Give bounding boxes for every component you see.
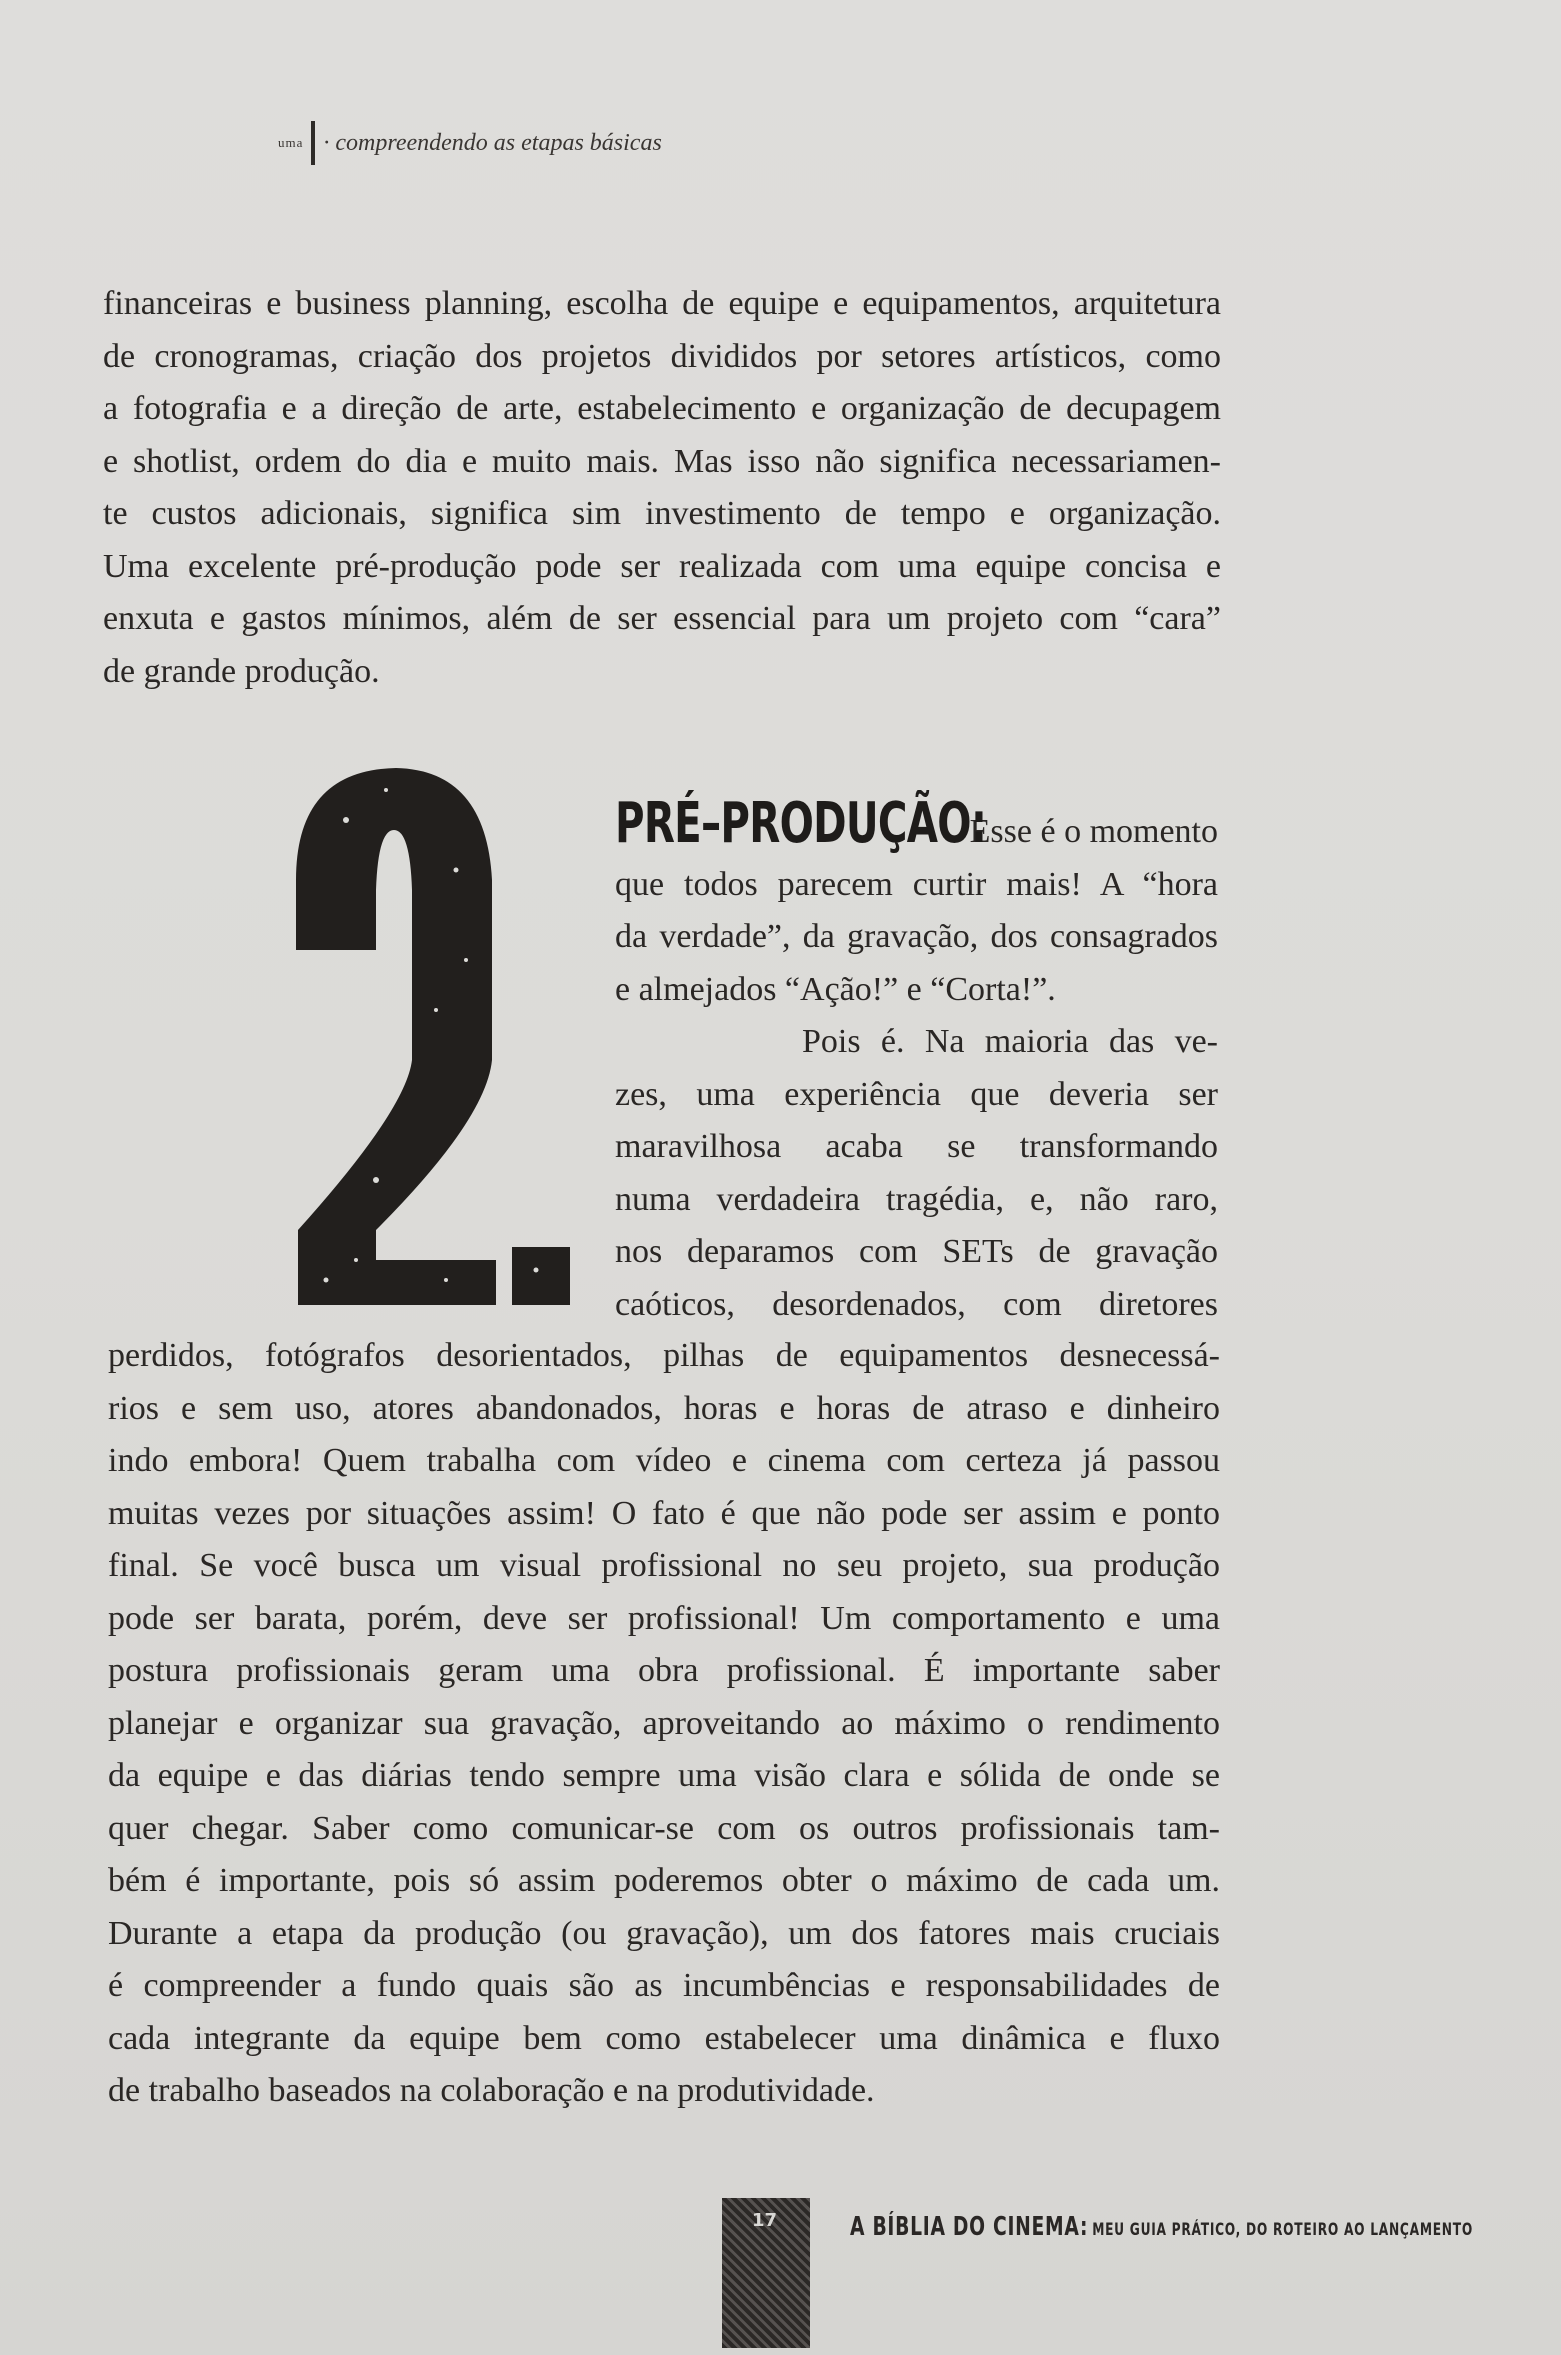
paragraph-bottom xyxy=(108,1330,1220,2118)
text-line: Esse é o momento xyxy=(969,813,1218,850)
text-line: da verdade”, da gravação, dos consagrados xyxy=(615,918,1218,955)
text-line: enxuta e gastos mínimos, além de ser essencial para um projeto com “cara” xyxy=(103,600,1221,637)
text-line: bém é importante, pois só assim poderemos obter o máximo de cada um. xyxy=(108,1862,1220,1899)
text-line: muitas vezes por situações assim! O fato é que não pode ser assim e ponto xyxy=(108,1494,1220,1532)
text-line: cada integrante da equipe bem como estabelecer uma dinâmica e fluxo xyxy=(108,2019,1220,2057)
text-line: pode ser barata, porém, deve ser profissional! Um comportamento e uma xyxy=(108,1599,1220,1637)
text-line: é compreender a fundo quais são as incumbências e responsabilidades de xyxy=(108,1967,1220,2004)
text-line: final. Se você busca um visual profissional no seu projeto, sua produção xyxy=(108,1547,1220,1584)
text-line: Pois é. Na maioria das ve- xyxy=(802,1023,1218,1060)
section-number-graphic xyxy=(286,760,586,1330)
text-line: de cronogramas, criação dos projetos divididos por setores artísticos, como xyxy=(103,337,1221,375)
text-line: planejar e organizar sua gravação, aproveitando ao máximo o rendimento xyxy=(108,1704,1220,1742)
book-title-runner xyxy=(850,2212,1473,2242)
text-line: e almejados “Ação!” e “Corta!”. xyxy=(615,970,1056,1008)
text-line: Durante a etapa da produção (ou gravação), um dos fatores mais cruciais xyxy=(108,1914,1220,1952)
text-line: a fotografia e a direção de arte, estabelecimento e organização de decupagem xyxy=(103,390,1221,427)
paragraph-top xyxy=(103,278,1221,698)
text-line: perdidos, fotógrafos desorientados, pilhas de equipamentos desnecessá- xyxy=(108,1337,1220,1374)
page-footer xyxy=(722,2198,1473,2348)
text-line: rios e sem uso, atores abandonados, horas e horas de atraso e dinheiro xyxy=(108,1389,1220,1427)
text-line: quer chegar. Saber como comunicar-se com os outros profissionais tam- xyxy=(108,1809,1220,1847)
text-line: nos deparamos com SETs de gravação xyxy=(615,1233,1218,1270)
text-line: maravilhosa acaba se transformando xyxy=(615,1128,1218,1165)
text-line: zes, uma experiência que deveria ser xyxy=(615,1075,1218,1113)
chapter-label: uma xyxy=(278,135,304,150)
text-line: que todos parecem curtir mais! A “hora xyxy=(615,865,1218,903)
text-line: da equipe e das diárias tendo sempre uma visão clara e sólida de onde se xyxy=(108,1757,1220,1794)
text-line: te custos adicionais, significa sim investimento de tempo e organização. xyxy=(103,495,1221,532)
text-line: indo embora! Quem trabalha com vídeo e cinema com certeza já passou xyxy=(108,1442,1220,1479)
text-line: e shotlist, ordem do dia e muito mais. Mas isso não significa necessariamen- xyxy=(103,442,1221,480)
text-line: numa verdadeira tragédia, e, não raro, xyxy=(615,1180,1218,1218)
side-column xyxy=(615,791,1218,1331)
section-title: PRÉ–PRODUÇÃO: xyxy=(615,791,987,856)
section-heading-line xyxy=(615,791,1218,859)
header-divider xyxy=(311,121,315,165)
running-title: · compreendendo as etapas básicas xyxy=(323,129,662,156)
text-line: financeiras e business planning, escolha de equipe e equipamentos, arquitetura xyxy=(103,285,1221,322)
text-line: de trabalho baseados na colaboração e na produtividade. xyxy=(108,2072,875,2109)
text-line: de grande produção. xyxy=(103,652,380,690)
page-number: 17 xyxy=(752,2210,778,2231)
text-line: Uma excelente pré-produção pode ser realizada com uma equipe concisa e xyxy=(103,547,1221,585)
running-header xyxy=(278,118,662,168)
book-subtitle: MEU GUIA PRÁTICO, DO ROTEIRO AO LANÇAMENTO xyxy=(1092,2220,1473,2240)
book-title: A BÍBLIA DO CINEMA: xyxy=(850,2212,1089,2242)
text-line: postura profissionais geram uma obra profissional. É importante saber xyxy=(108,1652,1220,1689)
text-line: caóticos, desordenados, com diretores xyxy=(615,1285,1218,1323)
